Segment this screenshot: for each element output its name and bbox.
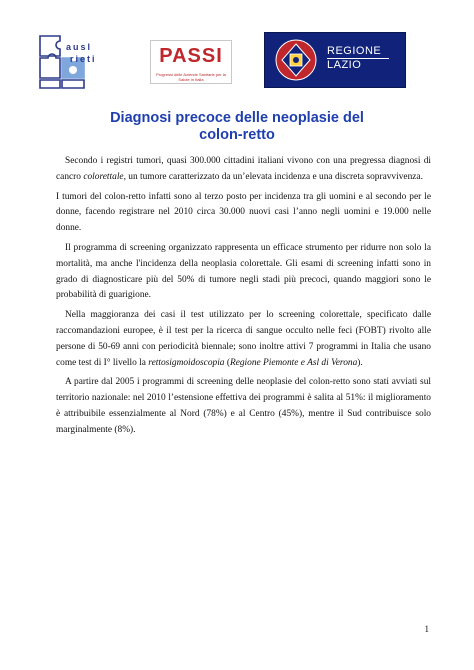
paragraph-1-emphasis: colorettale bbox=[83, 171, 124, 182]
lazio-wordmark-line1: REGIONE bbox=[327, 45, 382, 57]
paragraph-2: I tumori del colon-retto infatti sono al terzo posto per incidenza tra gli uomini e al secondo per le donne, facendo registrare nel 2010 circa 30.000 nuovi casi l’anno negli uomini e 19.000 nelle donne. bbox=[56, 191, 431, 234]
page-number: 1 bbox=[424, 624, 429, 634]
paragraph-4-text: Nella maggioranza dei casi il test utilizzato per lo screening colorettale, specificato dalle raccomandazioni europee, è il test per la ricerca di sangue occulto nelle feci (FOBT) rivolto alle persone di 50-69 anni con periodicità biennale; sono inoltre attivi 7 programmi in Italia che usano come test di I° livello la bbox=[56, 310, 431, 368]
ausl-wordmark-line1: ausl bbox=[66, 42, 93, 52]
document-title bbox=[60, 110, 414, 144]
paragraph-1-text-end: , un tumore caratterizzato da un’elevata incidenza e una discreta sopravvivenza. bbox=[123, 171, 423, 182]
paragraph-4 bbox=[56, 308, 431, 371]
paragraph-1-text: Secondo i registri tumori, quasi 300.000 cittadini italiani vivono con una pregressa diagnosi di cancro bbox=[56, 156, 431, 182]
paragraph-3: Il programma di screening organizzato rappresenta un efficace strumento per ridurre non solo la mortalità, ma anche l'incidenza della neoplasia colorettale. Gli esami di screening infatti sono in grado di diagnosticare più del 50% di tumore negli stadi più precoci, quando maggiori sono le probabilità di guarigione. bbox=[56, 242, 431, 301]
ausl-rieti-logo bbox=[34, 30, 96, 92]
lazio-emblem-icon bbox=[273, 37, 319, 83]
paragraph-4-emphasis-2: Regione Piemonte e Asl di Verona bbox=[229, 357, 358, 368]
paragraph-4-text-end: ). bbox=[357, 357, 363, 368]
paragraph-1 bbox=[56, 154, 431, 186]
ausl-wordmark-line2: rieti bbox=[70, 54, 97, 64]
title-line-2: colon-retto bbox=[199, 127, 275, 143]
document-body bbox=[56, 154, 431, 443]
paragraph-5: A partire dal 2005 i programmi di screening delle neoplasie del colon-retto sono stati avviati sul territorio nazionale: nel 2010 l’estensione effettiva dei programmi è salita al 51%: il miglioramento è attribuibile essenzialmente al Nord (78%) e al Centro (45%), mentre il Sud contribuisce solo marginalmente (8%). bbox=[56, 377, 431, 435]
lazio-wordmark-line2: LAZIO bbox=[327, 59, 362, 71]
paragraph-4-emphasis: rettosigmoidoscopia bbox=[148, 357, 225, 368]
header-logos bbox=[0, 0, 474, 100]
passi-logo bbox=[150, 40, 232, 84]
paragraph-4-text-mid: ( bbox=[224, 357, 230, 368]
regione-lazio-logo bbox=[264, 32, 406, 88]
passi-wordmark: PASSI bbox=[159, 45, 223, 67]
passi-tagline: Progressi delle Aziende Sanitarie per la Salute in Italia bbox=[156, 72, 226, 82]
title-line-1: Diagnosi precoce delle neoplasie del bbox=[110, 110, 364, 126]
